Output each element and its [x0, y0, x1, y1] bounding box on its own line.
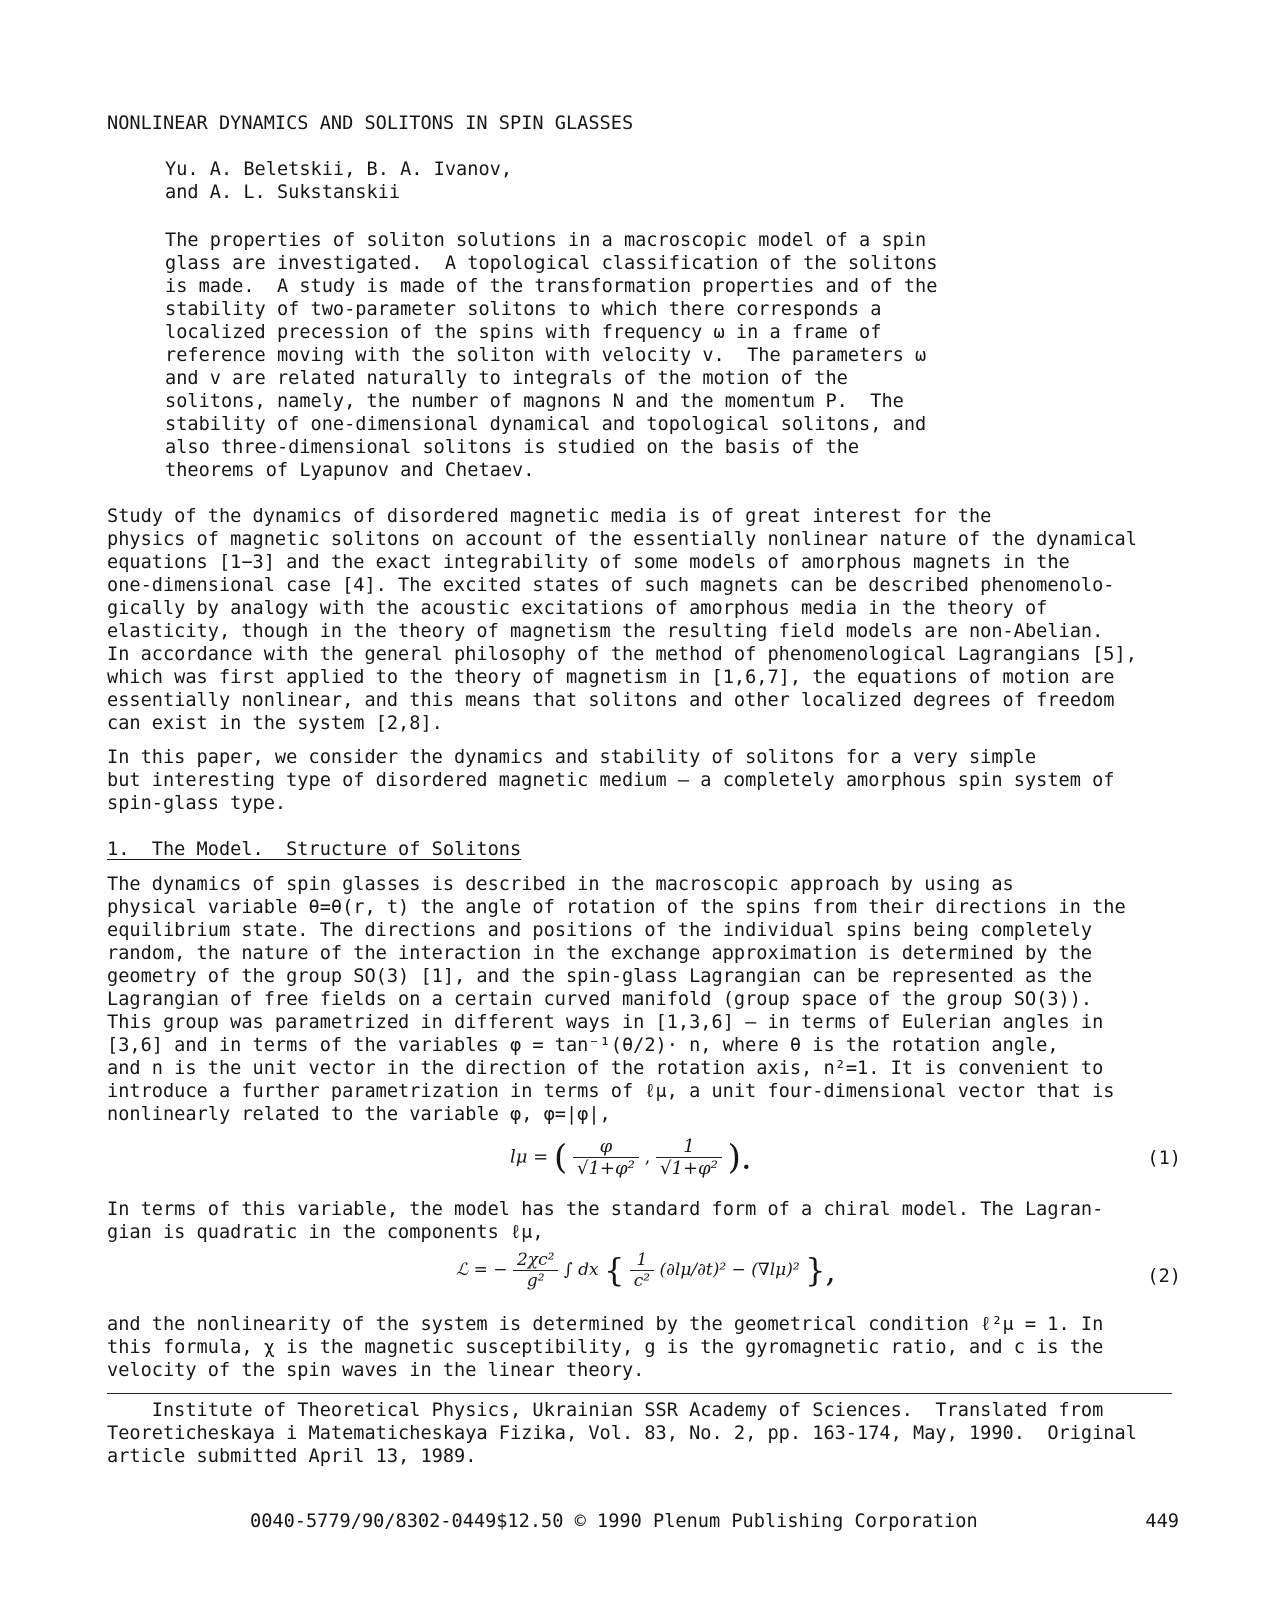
text-line: spin-glass type.	[107, 793, 287, 814]
text-line: In accordance with the general philosophy of the method of phenomenological Lagrangians [5],	[107, 644, 1137, 665]
abstract-line: and v are related naturally to integrals of the motion of the	[165, 368, 848, 389]
text-line: which was first applied to the theory of magnetism in [1,6,7], the equations of motion are	[107, 667, 1115, 688]
fraction-denominator: √1+φ²	[577, 1158, 635, 1179]
text-line: but interesting type of disordered magnetic medium — a completely amorphous spin system of	[107, 770, 1115, 791]
text-line: The dynamics of spin glasses is described in the macroscopic approach by using as	[107, 874, 1014, 895]
footnote-line: article submitted April 13, 1989.	[107, 1446, 477, 1467]
text-line: elasticity, though in the theory of magnetism the resulting field models are non-Abelian.	[107, 621, 1104, 642]
abstract-line: stability of two-parameter solitons to which there corresponds a	[165, 299, 882, 320]
fraction-numerator: 2χc²	[513, 1250, 558, 1271]
intro-paragraph	[107, 505, 1137, 735]
text-line: Study of the dynamics of disordered magnetic media is of great interest for the	[107, 506, 992, 527]
text-line: and the nonlinearity of the system is determined by the geometrical condition ℓ²μ = 1. In	[107, 1314, 1104, 1335]
text-line: In this paper, we consider the dynamics and stability of solitons for a very simple	[107, 747, 1037, 768]
text-line: geometry of the group SO(3) [1], and the spin-glass Lagrangian can be represented as the	[107, 966, 1093, 987]
section-heading: 1. The Model. Structure of Solitons	[107, 839, 522, 860]
nonlinearity-paragraph	[107, 1313, 1103, 1382]
equation-fraction	[656, 1136, 722, 1179]
equation-fraction	[573, 1136, 639, 1179]
footnote-divider	[107, 1393, 1172, 1394]
fraction-denominator: √1+φ²	[660, 1158, 718, 1179]
text-line: physics of magnetic solitons on account of the essentially nonlinear nature of the dynamical	[107, 529, 1137, 550]
abstract-line: reference moving with the soliton with velocity v. The parameters ω	[165, 345, 927, 366]
text-line: essentially nonlinear, and this means that solitons and other localized degrees of freedom	[107, 690, 1115, 711]
equation-number: (2)	[1147, 1266, 1181, 1287]
equation-integral: ∫ dx	[563, 1260, 599, 1280]
page-number: 449	[1145, 1511, 1179, 1532]
text-line: Lagrangian of free fields on a certain curved manifold (group space of the group SO(3)).	[107, 989, 1093, 1010]
footnote-line: Teoreticheskaya i Matematicheskaya Fizika, Vol. 83, No. 2, pp. 163-174, May, 1990. Original	[107, 1423, 1137, 1444]
footnote	[107, 1399, 1137, 1468]
author-line: Yu. A. Beletskii, B. A. Ivanov,	[165, 159, 513, 180]
model-paragraph	[107, 873, 1126, 1126]
footnote-line: Institute of Theoretical Physics, Ukrainian SSR Academy of Sciences. Translated from	[107, 1400, 1104, 1421]
text-line: introduce a further parametrization in terms of ℓμ, a unit four-dimensional vector that is	[107, 1081, 1115, 1102]
text-line: can exist in the system [2,8].	[107, 713, 443, 734]
chiral-paragraph	[107, 1198, 1103, 1244]
text-line: [3,6] and in terms of the variables φ = tan⁻¹(θ/2)· n, where θ is the rotation angle,	[107, 1035, 1059, 1056]
text-line: velocity of the spin waves in the linear theory.	[107, 1360, 645, 1381]
fraction-denominator: g²	[526, 1271, 545, 1291]
text-line: equilibrium state. The directions and positions of the individual spins being completely	[107, 920, 1093, 941]
abstract-line: localized precession of the spins with frequency ω in a frame of	[165, 322, 882, 343]
abstract-line: also three-dimensional solitons is studied on the basis of the	[165, 437, 860, 458]
text-line: random, the nature of the interaction in the exchange approximation is determined by the	[107, 943, 1093, 964]
equation-number: (1)	[1147, 1148, 1181, 1169]
text-line: In terms of this variable, the model has the standard form of a chiral model. The Lagran-	[107, 1199, 1104, 1220]
equation-lhs: ℒ = −	[456, 1260, 508, 1280]
text-line: physical variable θ=θ(r, t) the angle of rotation of the spins from their directions in the	[107, 897, 1126, 918]
text-line: gically by analogy with the acoustic excitations of amorphous media in the theory of	[107, 598, 1048, 619]
paper-title: NONLINEAR DYNAMICS AND SOLITONS IN SPIN GLASSES	[107, 113, 634, 134]
text-line: one-dimensional case [4]. The excited states of such magnets can be described phenomenolo-	[107, 575, 1115, 596]
abstract-line: solitons, namely, the number of magnons N and the momentum P. The	[165, 391, 904, 412]
abstract-line: theorems of Lyapunov and Chetaev.	[165, 460, 535, 481]
fraction-denominator: c²	[633, 1271, 651, 1291]
abstract-line: glass are investigated. A topological classification of the solitons	[165, 253, 938, 274]
author-list	[165, 158, 512, 204]
text-line: nonlinearly related to the variable φ, φ=|φ|,	[107, 1104, 611, 1125]
text-line: This group was parametrized in different ways in [1,3,6] — in terms of Eulerian angles in	[107, 1012, 1104, 1033]
abstract-line: is made. A study is made of the transformation properties and of the	[165, 276, 938, 297]
abstract-line: stability of one-dimensional dynamical and topological solitons, and	[165, 414, 927, 435]
equation-terms: (∂lμ/∂t)² − (∇lμ)²	[659, 1260, 800, 1280]
fraction-numerator: 1	[630, 1250, 654, 1271]
text-line: gian is quadratic in the components ℓμ,	[107, 1222, 544, 1243]
fraction-numerator: 1	[656, 1136, 722, 1158]
abstract-line: The properties of soliton solutions in a macroscopic model of a spin	[165, 230, 927, 251]
fraction-numerator: φ	[573, 1136, 639, 1158]
scope-paragraph	[107, 746, 1115, 815]
text-line: this formula, χ is the magnetic susceptibility, g is the gyromagnetic ratio, and c is the	[107, 1337, 1104, 1358]
author-line: and A. L. Sukstanskii	[165, 182, 401, 203]
abstract	[165, 229, 965, 482]
equation-2: ℒ = − $\frac{\text{2χc²}}{\text{g²}}$ ∫ dx { $\frac{1}{\text{c²}}$ (∂lμ/∂t)² − (∇lμ)² },	[456, 1250, 836, 1291]
equation-fraction	[630, 1250, 654, 1291]
text-line: equations [1−3] and the exact integrability of some models of amorphous magnets in the	[107, 552, 1070, 573]
text-line: and n is the unit vector in the direction of the rotation axis, n²=1. It is convenient to	[107, 1058, 1104, 1079]
publisher-footer: 0040-5779/90/8302-0449$12.50 © 1990 Plenum Publishing Corporation	[250, 1511, 978, 1532]
equation-fraction	[513, 1250, 558, 1291]
equation-1: lμ = ( $\frac{\varphi}{\text{√1+φ²}}$ , $\frac{1}{\text{√1+φ²}}$ ).	[510, 1136, 752, 1179]
equation-lhs: lμ =	[510, 1146, 549, 1168]
